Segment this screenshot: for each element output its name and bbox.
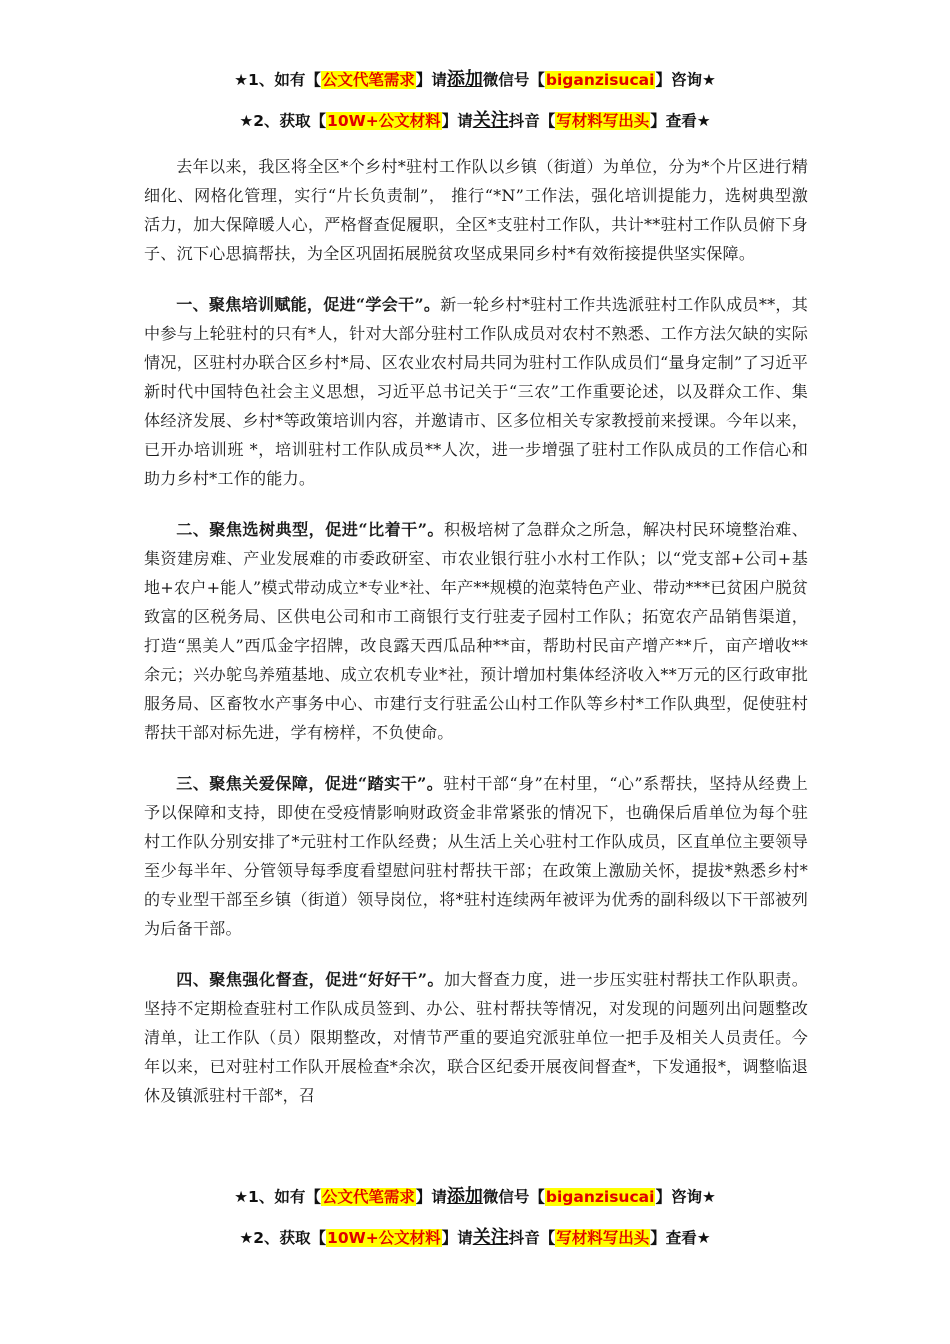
banner-text: 】咨询★ [655, 71, 716, 89]
highlight-text: 公文代笔需求 [321, 1188, 415, 1206]
section-heading: 一、聚焦培训赋能，促进“学会干”。 [176, 295, 441, 314]
emphasis-text: 添加 [446, 1186, 483, 1207]
section-paragraph-2 [144, 515, 808, 747]
header-banner-1 [0, 68, 950, 92]
banner-text: 】请 [441, 1229, 473, 1247]
section-paragraph-1 [144, 290, 808, 493]
wechat-id-highlight: biganzisucai [545, 71, 655, 89]
document-body [144, 152, 808, 1132]
emphasis-text: 关注 [472, 110, 509, 131]
banner-text: 】咨询★ [655, 1188, 716, 1206]
banner-text: 】请 [415, 1188, 447, 1206]
header-banner-2 [0, 109, 950, 133]
banner-text: 】请 [415, 71, 447, 89]
emphasis-text: 添加 [446, 69, 483, 90]
paragraph-text: 积极培树了急群众之所急，解决村民环境整治难、集资建房难、产业发展难的市委政研室、市农业银行驻小水村工作队；以“党支部+公司+基地+农户+能人”模式带动成立*专业*社、年产**规模的泡菜特色产业、带动***已贫困户脱贫致富的区税务局、区供电公司和市工商银行支行驻麦子园村工作队；拓宽农产品销售渠道，打造“黑美人”西瓜金字招牌，改良露天西瓜品种**亩，帮助村民亩产增产**斤，亩产增收**余元；兴办鸵鸟养殖基地、成立农机专业*社，预计增加村集体经济收入**万元的区行政审批服务局、区畜牧水产事务中心、市建行支行驻孟公山村工作队等乡村*工作队典型，促使驻村帮扶干部对标先进，学有榜样，不负使命。 [144, 520, 808, 742]
highlight-text: 公文代笔需求 [321, 71, 415, 89]
paragraph-text: 加大督查力度，进一步压实驻村帮扶工作队职责。坚持不定期检查驻村工作队成员签到、办公、驻村帮扶等情况，对发现的问题列出问题整改清单，让工作队（员）限期整改，对情节严重的要追究派驻单位一把手及相关人员责任。今年以来，已对驻村工作队开展检查*余次，联合区纪委开展夜间督查*，下发通报*，调整临退休及镇派驻村干部*，召 [144, 970, 808, 1105]
banner-text: ★2、获取【 [239, 112, 327, 130]
emphasis-text: 关注 [472, 1227, 509, 1248]
highlight-text: 10W+公文材料 [327, 1229, 441, 1247]
douyin-id-highlight: 写材料写出头 [556, 112, 650, 130]
section-paragraph-4 [144, 965, 808, 1110]
wechat-id-highlight: biganzisucai [545, 1188, 655, 1206]
banner-text: 抖音【 [508, 112, 556, 130]
footer-banner-2 [0, 1226, 950, 1250]
banner-text: 微信号【 [482, 1188, 545, 1206]
intro-paragraph [144, 152, 808, 268]
banner-text: ★1、如有【 [234, 1188, 321, 1206]
paragraph-text: 去年以来，我区将全区*个乡村*驻村工作队以乡镇（街道）为单位，分为*个片区进行精细化、网格化管理，实行“片长负责制”， 推行“*N”工作法，强化培训提能力，选树典型激活力，加大保障暖人心，严格督查促履职，全区*支驻村工作队，共计**驻村工作队员俯下身子、沉下心思搞帮扶，为全区巩固拓展脱贫攻坚成果同乡村*有效衔接提供坚实保障。 [144, 157, 808, 263]
paragraph-text: 驻村干部“身”在村里，“心”系帮扶，坚持从经费上予以保障和支持，即使在受疫情影响财政资金非常紧张的情况下，也确保后盾单位为每个驻村工作队分别安排了*元驻村工作队经费；从生活上关心驻村工作队成员，区直单位主要领导至少每半年、分管领导每季度看望慰问驻村帮扶干部；在政策上激励关怀，提拔*熟悉乡村*的专业型干部至乡镇（街道）领导岗位，将*驻村连续两年被评为优秀的副科级以下干部被列为后备干部。 [144, 774, 808, 938]
banner-text: 】查看★ [650, 1229, 711, 1247]
banner-text: 微信号【 [482, 71, 545, 89]
banner-text: 】查看★ [650, 112, 711, 130]
footer-banner-1 [0, 1185, 950, 1209]
paragraph-text: 新一轮乡村*驻村工作共选派驻村工作队成员**，其中参与上轮驻村的只有*人，针对大部分驻村工作队成员对农村不熟悉、工作方法欠缺的实际情况，区驻村办联合区乡村*局、区农业农村局共同为驻村工作队成员们“量身定制”了习近平新时代中国特色社会主义思想，习近平总书记关于“三农”工作重要论述，以及群众工作、集体经济发展、乡村*等政策培训内容，并邀请市、区多位相关专家教授前来授课。今年以来，已开办培训班 *，培训驻村工作队成员**人次，进一步增强了驻村工作队成员的工作信心和助力乡村*工作的能力。 [144, 295, 808, 488]
highlight-text: 10W+公文材料 [327, 112, 441, 130]
banner-text: 抖音【 [508, 1229, 556, 1247]
banner-text: 】请 [441, 112, 473, 130]
banner-text: ★2、获取【 [239, 1229, 327, 1247]
section-heading: 三、聚焦关爱保障，促进“踏实干”。 [176, 774, 444, 793]
section-paragraph-3 [144, 769, 808, 943]
section-heading: 四、聚焦强化督查，促进“好好干”。 [176, 970, 444, 989]
douyin-id-highlight: 写材料写出头 [556, 1229, 650, 1247]
section-heading: 二、聚焦选树典型，促进“比着干”。 [176, 520, 444, 539]
banner-text: ★1、如有【 [234, 71, 321, 89]
